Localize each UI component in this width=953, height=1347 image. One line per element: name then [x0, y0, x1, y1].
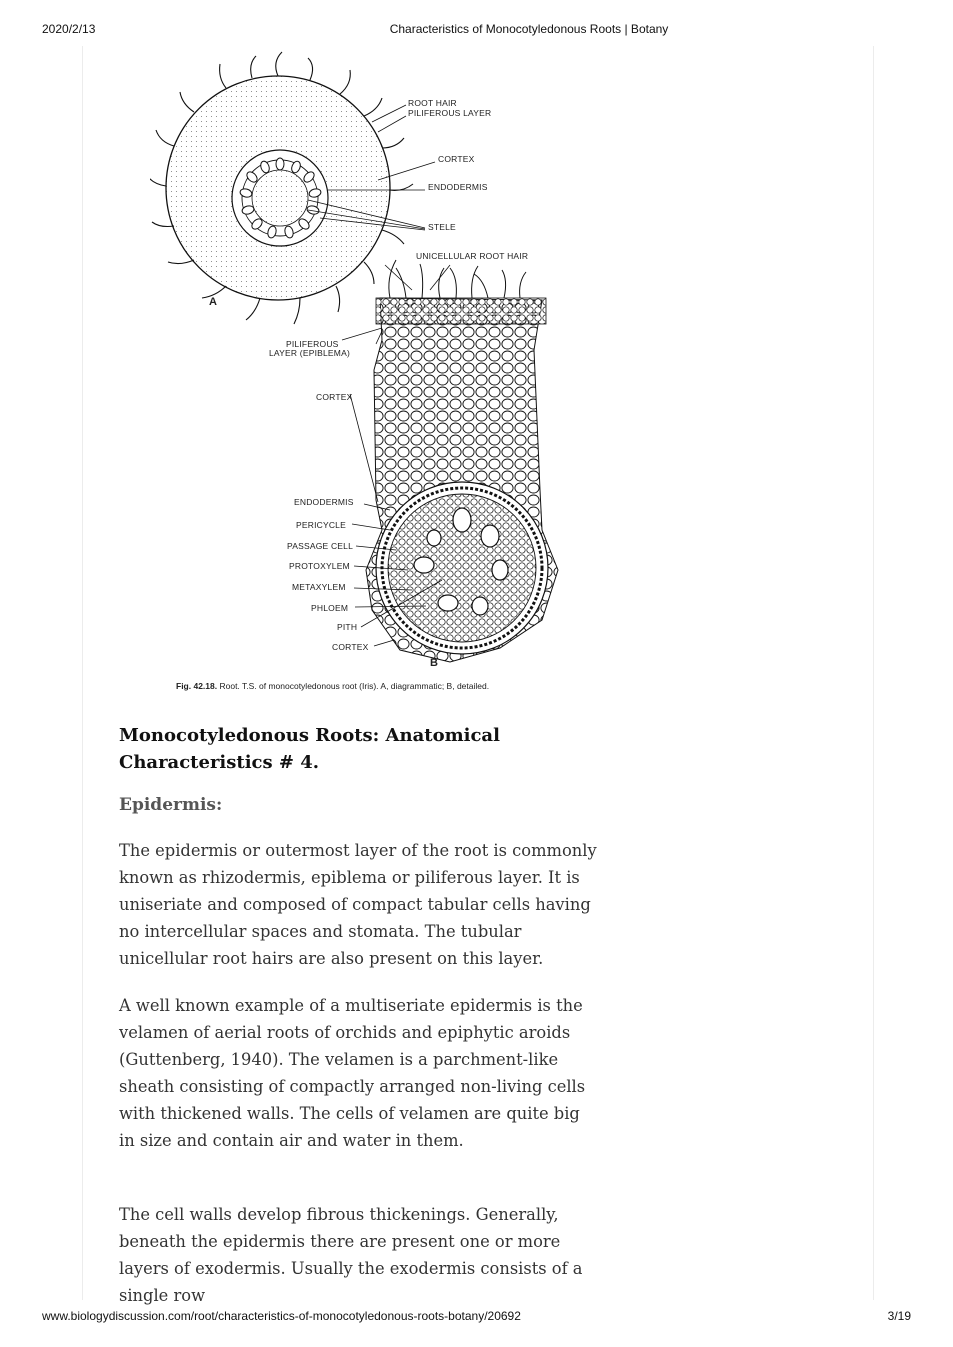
section-heading: Monocotyledonous Roots: Anatomical Characteristics # 4.: [119, 725, 500, 773]
label-endodermis-b: ENDODERMIS: [294, 497, 354, 507]
paragraph: The cell walls develop fibrous thickenings. Generally, beneath the epidermis there are present one or more layers of exodermis. Usually the exodermis consists of a single row: [119, 1205, 583, 1305]
label-metaxylem: METAXYLEM: [292, 582, 346, 592]
print-page-title: Characteristics of Monocotyledonous Roots | Botany: [389, 22, 669, 36]
label-piliferous-layer: PILIFEROUS LAYER: [408, 108, 492, 118]
label-piliferous-2: LAYER (EPIBLEMA): [269, 348, 350, 358]
label-pericycle: PERICYCLE: [296, 520, 346, 530]
label-protoxylem: PROTOXYLEM: [289, 561, 350, 571]
label-unicellular-root-hair: UNICELLULAR ROOT HAIR: [416, 251, 529, 261]
paragraph: The epidermis or outermost layer of the root is commonly known as rhizodermis, epiblema or piliferous layer. It is uniseriate and composed of compact tabular cells having no intercellular spaces and stomata. The tubular unicellular root hairs are also present on this layer.: [119, 841, 597, 968]
section-subheading: Epidermis:: [119, 795, 223, 815]
label-letter-a: A: [209, 296, 218, 308]
print-page-url: www.biologydiscussion.com/root/characteristics-of-monocotyledonous-roots-botany/20692: [42, 1309, 521, 1323]
label-passage-cell: PASSAGE CELL: [287, 541, 354, 551]
print-date: 2020/2/13: [42, 22, 96, 36]
article-body: [119, 722, 599, 1309]
label-cortex-b: CORTEX: [316, 392, 353, 402]
label-endodermis-a: ENDODERMIS: [428, 182, 488, 192]
figure-caption-text: Root. T.S. of monocotyledonous root (Iris). A, diagrammatic; B, detailed.: [217, 681, 490, 691]
label-letter-b: B: [430, 657, 439, 669]
label-phloem: PHLOEM: [311, 603, 349, 613]
root-anatomy-drawing: [150, 50, 570, 690]
diagram-b: [342, 260, 558, 662]
label-cortex-c: CORTEX: [332, 642, 369, 652]
label-piliferous-1: PILIFEROUS: [286, 339, 339, 349]
print-page-number: 3/19: [887, 1309, 911, 1323]
label-root-hair: ROOT HAIR: [408, 98, 457, 108]
label-cortex-a: CORTEX: [438, 154, 475, 164]
label-stele: STELE: [428, 222, 456, 232]
figure-caption: [176, 681, 489, 691]
print-footer: [0, 1309, 953, 1325]
label-pith: PITH: [337, 622, 358, 632]
root-anatomy-figure: [150, 50, 570, 700]
diagram-a: [150, 52, 435, 324]
paragraph: A well known example of a multiseriate epidermis is the velamen of aerial roots of orchids and epiphytic aroids (Guttenberg, 1940). The velamen is a parchment-like sheath consisting of compactly arranged non-living cells with thickened walls. The cells of velamen are quite big in size and contain air and water in them.: [119, 996, 586, 1150]
figure-number: Fig. 42.18.: [176, 681, 218, 691]
print-header: [0, 22, 953, 38]
